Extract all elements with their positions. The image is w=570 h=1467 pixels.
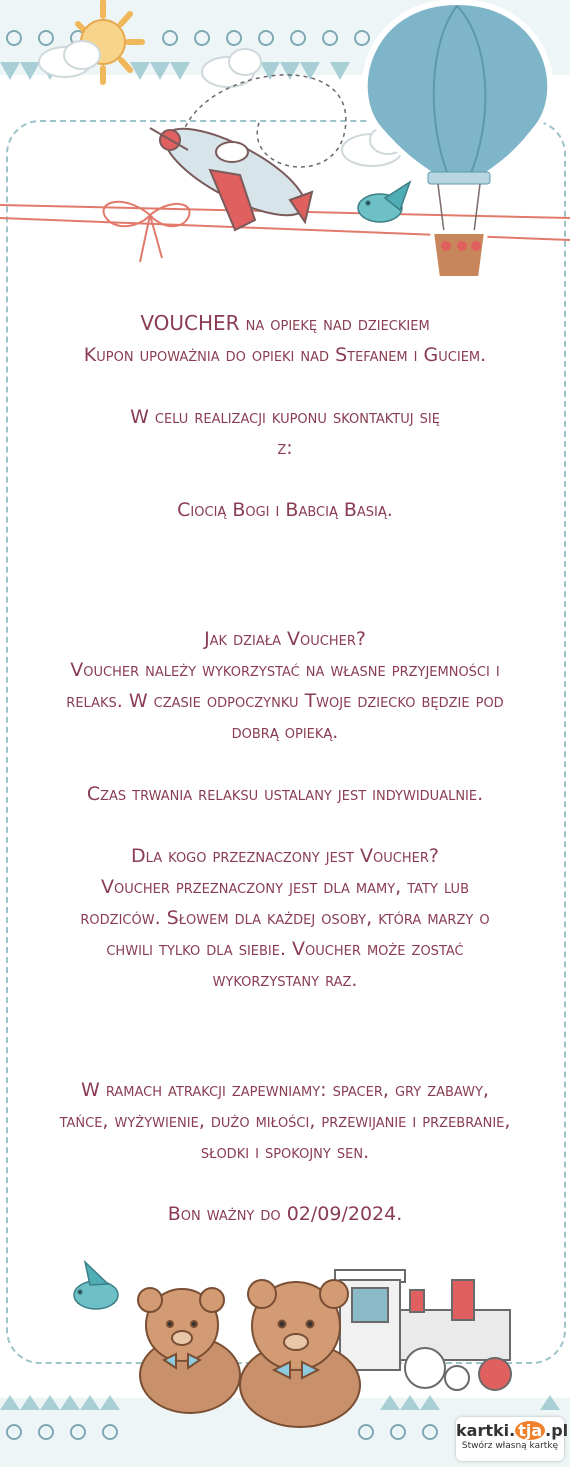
brand-logo	[456, 1421, 569, 1440]
faq-answer-2-line-4: wykorzystany raz.	[212, 969, 358, 991]
bird-icon	[358, 182, 410, 222]
faq-question-2: Dla kogo przeznaczony jest Voucher?	[131, 845, 439, 867]
cloud-icon	[39, 41, 100, 77]
top-swirl-border-icon	[7, 31, 369, 45]
validity-text: Bon ważny do 02/09/2024.	[167, 1203, 403, 1225]
brand-name-prefix: kartki.	[456, 1421, 516, 1440]
attractions-section	[18, 1075, 552, 1230]
toy-train-icon	[335, 1270, 511, 1390]
brand-tagline: Stwórz własną kartkę	[461, 1441, 559, 1451]
attractions-line-1: W ramach atrakcji zapewniamy: spacer, gry zabawy,	[81, 1079, 489, 1101]
top-illustration	[0, 0, 570, 300]
duration-text: Czas trwania relaksu ustalany jest indywidualnie.	[86, 783, 484, 805]
voucher-title	[18, 308, 552, 340]
brand-name-suffix: .pl	[545, 1421, 569, 1440]
faq-answer-2-line-3: chwili tylko dla siebie. Voucher może zostać	[106, 938, 464, 960]
bird-icon	[74, 1262, 118, 1309]
faq-answer-2-line-2: rodziców. Słowem dla każdej osoby, która marzy o	[80, 907, 490, 929]
brand-badge[interactable]	[456, 1417, 569, 1461]
faq-section	[18, 624, 552, 996]
voucher-subtitle: Kupon upoważnia do opieki nad Stefanem i Guciem.	[83, 344, 487, 366]
voucher-header	[18, 308, 552, 526]
contact-line-1: W celu realizacji kuponu skontaktuj się	[130, 406, 440, 428]
bottom-swirl-border-icon	[7, 1425, 437, 1439]
contact-names: Ciocią Bogi i Babcią Basią.	[177, 499, 393, 521]
faq-answer-1-line-1: Voucher należy wykorzystać na własne przyjemności i	[70, 659, 500, 681]
faq-question-1: Jak działa Voucher?	[204, 628, 366, 650]
hot-air-balloon-icon	[365, 2, 551, 278]
attractions-line-2: tańce, wyżywienie, dużo miłości, przewijanie i przebranie,	[59, 1110, 511, 1132]
faq-answer-1-line-2: relaks. W czasie odpoczynku Twoje dziecko będzie pod	[66, 690, 504, 712]
cloud-icon	[202, 49, 261, 87]
voucher-title-rest: na opiekę nad dzieckiem	[239, 313, 430, 335]
airplane-icon	[150, 112, 316, 231]
teddy-bear-icon	[138, 1288, 240, 1413]
attractions-line-3: słodki i spokojny sen.	[200, 1141, 370, 1163]
faq-answer-1-line-3: dobrą opieką.	[231, 721, 339, 743]
brand-name-highlight: tja	[515, 1421, 545, 1440]
voucher-title-word: VOUCHER	[140, 311, 240, 335]
contact-line-2: z:	[277, 437, 293, 459]
faq-answer-2-line-1: Voucher przeznaczony jest dla mamy, taty lub	[101, 876, 469, 898]
